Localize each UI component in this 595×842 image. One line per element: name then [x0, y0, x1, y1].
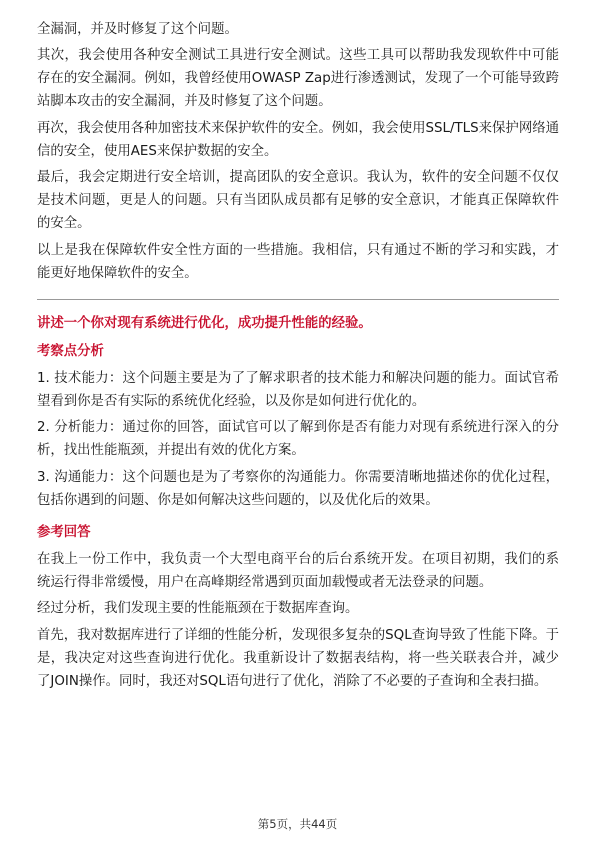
intro-paragraph-5: 以上是我在保障软件安全性方面的一些措施。我相信，只有通过不断的学习和实践，才能更好地保障软件的安全。: [37, 242, 559, 281]
answer-heading: 参考回答: [37, 524, 91, 540]
intro-paragraph-3: 再次，我会使用各种加密技术来保护软件的安全。例如，我会使用SSL/TLS来保护网络通信的安全，使用AES来保护数据的安全。: [37, 120, 559, 159]
answer-paragraph-3: 首先，我对数据库进行了详细的性能分析，发现很多复杂的SQL查询导致了性能下降。于是，我决定对这些查询进行优化。我重新设计了数据表结构，将一些关联表合并，减少了JOIN操作。同时，我还对SQL语句进行了优化，消除了不必要的子查询和全表扫描。: [37, 627, 559, 689]
intro-paragraph-2: 其次，我会使用各种安全测试工具进行安全测试。这些工具可以帮助我发现软件中可能存在的安全漏洞。例如，我曾经使用OWASP Zap进行渗透测试，发现了一个可能导致跨站脚本攻击的安全漏洞，并及时修复了这个问题。: [37, 48, 559, 110]
analysis-point-2: 2. 分析能力：通过你的回答，面试官可以了解到你是否有能力对现有系统进行深入的分析，找出性能瓶颈，并提出有效的优化方案。: [37, 420, 559, 459]
question-title: 讲述一个你对现有系统进行优化，成功提升性能的经验。: [37, 315, 372, 331]
intro-paragraph-4: 最后，我会定期进行安全培训，提高团队的安全意识。我认为，软件的安全问题不仅仅是技术问题，更是人的问题。只有当团队成员都有足够的安全意识，才能真正保障软件的安全。: [37, 170, 559, 232]
analysis-point-3: 3. 沟通能力：这个问题也是为了考察你的沟通能力。你需要清晰地描述你的优化过程，包括你遇到的问题、你是如何解决这些问题的，以及优化后的效果。: [37, 469, 559, 508]
analysis-heading: 考察点分析: [37, 343, 104, 359]
answer-paragraph-2: 经过分析，我们发现主要的性能瓶颈在于数据库查询。: [37, 601, 359, 617]
page-number-footer: 第5页，共44页: [257, 817, 338, 831]
document-page: [37, 18, 559, 696]
intro-paragraph-1: 全漏洞，并及时修复了这个问题。: [37, 22, 238, 37]
answer-paragraph-1: 在我上一份工作中，我负责一个大型电商平台的后台系统开发。在项目初期，我们的系统运行得非常缓慢，用户在高峰期经常遇到页面加载慢或者无法登录的问题。: [37, 551, 559, 590]
section-divider: [37, 299, 559, 300]
analysis-point-1: 1. 技术能力：这个问题主要是为了了解求职者的技术能力和解决问题的能力。面试官希望看到你是否有实际的系统优化经验，以及你是如何进行优化的。: [37, 370, 559, 409]
